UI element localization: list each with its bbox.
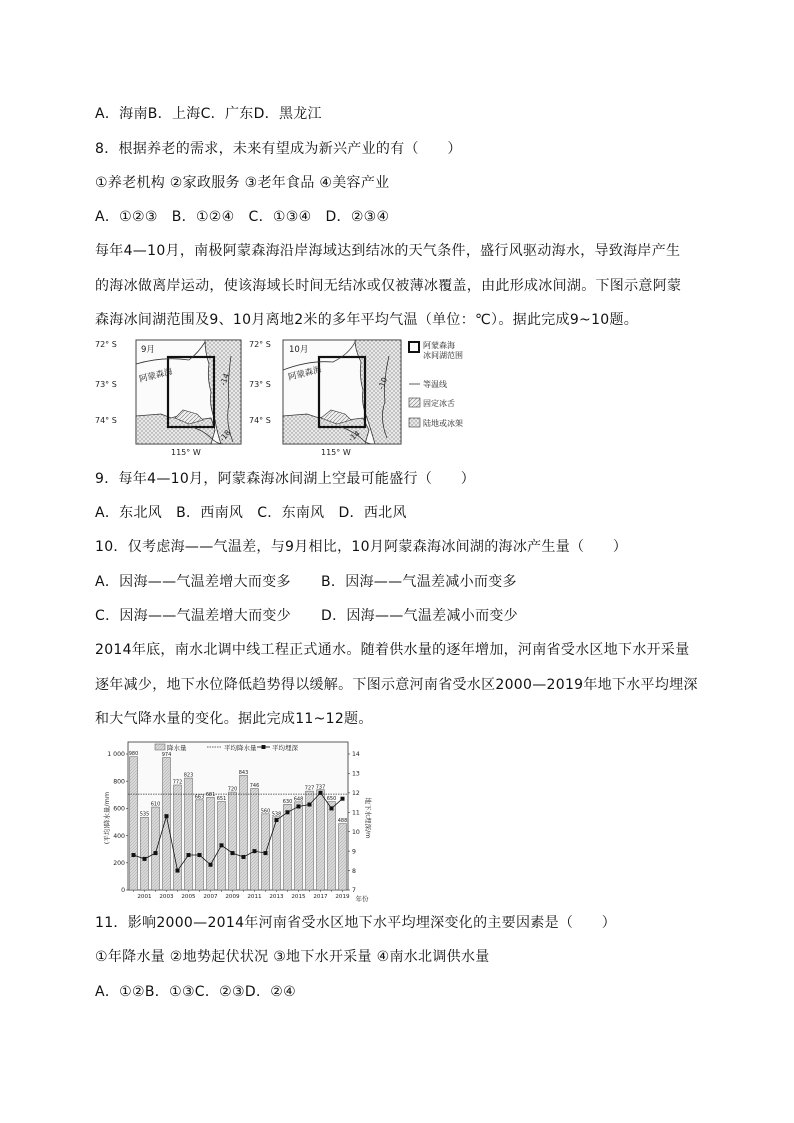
y-tick-label: 600 — [113, 805, 125, 813]
q9-option-b: B．西南风 — [176, 505, 244, 521]
y2-tick-label: 13 — [352, 770, 360, 778]
precip-bar — [130, 757, 138, 890]
precip-bar — [196, 800, 204, 890]
y2-tick-label: 10 — [352, 828, 360, 836]
x-tick-label: 2017 — [313, 894, 328, 900]
precip-bar — [185, 778, 193, 890]
depth-point — [242, 855, 246, 859]
precip-bar — [295, 802, 303, 890]
y2-tick-label: 9 — [352, 848, 356, 856]
y-tick-label: 200 — [113, 860, 125, 867]
q9-option-c: C．东南风 — [257, 505, 325, 521]
y2-tick-label: 7 — [352, 887, 356, 895]
precip-bar — [152, 807, 160, 890]
precip-bar — [240, 775, 248, 890]
x-tick-label: 2019 — [335, 894, 350, 900]
q10-option-d: D．因海——气温差减小而变少 — [321, 608, 518, 624]
precip-bar-label: 681 — [205, 791, 216, 798]
lat-label: 73° S — [249, 380, 271, 389]
precip-bar-label: 663 — [194, 794, 205, 801]
passage-9-10-line-1: 每年4—10月，南极阿蒙森海沿岸海域达到结冰的天气条件，盛行风驱动海水，导致海岸产生 — [95, 243, 681, 259]
map-september — [95, 340, 241, 456]
precip-bar-label: 630 — [282, 798, 293, 805]
precip-bar-label: 720 — [227, 786, 238, 793]
q9-options — [95, 503, 421, 523]
precip-bar — [174, 785, 182, 890]
precip-bar-label: 610 — [150, 801, 161, 808]
precip-bar-label: 746 — [249, 783, 260, 790]
precip-bar-label: 535 — [139, 811, 150, 818]
q10-options-row-1 — [95, 572, 517, 592]
map2-isotherm-a: -10 — [376, 376, 390, 391]
q10-option-b: B．因海——气温差减小而变多 — [321, 574, 517, 590]
legend-land-swatch — [409, 418, 420, 427]
precip-bar-label: 980 — [128, 751, 139, 758]
precip-bar-label: 651 — [216, 795, 227, 802]
q9-stem: 9．每年4—10月，阿蒙森海冰间湖上空最可能盛行（ ） — [95, 471, 476, 487]
legend-ice-tongue-swatch — [409, 398, 420, 407]
plot-area — [128, 742, 348, 890]
legend-mean-label: 平均降水量 — [224, 744, 257, 752]
map2-isotherm-b: -14 — [346, 428, 362, 444]
lon-label: 115° W — [321, 448, 351, 456]
q9-option-a: A．东北风 — [95, 505, 163, 521]
y2-tick-label: 14 — [352, 751, 360, 759]
q8-stem: 8．根据养老的需求，未来有望成为新兴产业的有（ ） — [95, 141, 462, 157]
precip-bar — [339, 824, 347, 890]
legend-lake-swatch — [409, 342, 419, 352]
q8-option-a: A．①②③ — [95, 209, 158, 225]
groundwater-precipitation-chart — [100, 738, 375, 906]
precip-bar-label: 650 — [326, 796, 337, 803]
q8-option-d: D．②③④ — [325, 209, 390, 225]
precip-bar — [229, 792, 237, 890]
q11-option-d: D．②④ — [244, 984, 296, 1000]
passage-11-12-line-1: 2014年底，南水北调中线工程正式通水。随着供水量的逐年增加，河南省受水区地下水开采量 — [95, 642, 690, 658]
q8-options — [95, 207, 403, 227]
y2-tick-label: 11 — [352, 809, 360, 817]
q11-stem: 11．影响2000—2014年河南省受水区地下水平均埋深变化的主要因素是（ ） — [95, 915, 617, 931]
depth-point — [165, 814, 169, 818]
q9-option-d: D．西北风 — [338, 505, 407, 521]
q8-option-b: B．①②④ — [171, 209, 235, 225]
x-tick-label: 2003 — [159, 894, 174, 900]
precip-bar-label: 974 — [161, 752, 172, 759]
precip-bar-label: 772 — [172, 779, 183, 786]
passage-9-10-line-3: 森海冰间湖范围及9、10月离地2米的多年平均气温（单位：℃）。据此完成9~10题。 — [95, 312, 639, 328]
x-axis-title: 年份 — [355, 895, 369, 903]
precip-bar-label: 823 — [183, 772, 194, 779]
q7-option-d: D．黑龙江 — [253, 106, 322, 122]
precip-bar-label: 648 — [293, 796, 304, 803]
q7-option-c: C．广东 — [200, 106, 254, 122]
map2-sea-label: 阿蒙森海 — [287, 364, 323, 383]
q11-option-a: A．①② — [95, 984, 145, 1000]
y2-tick-label: 12 — [352, 790, 360, 798]
precip-bar-label: 843 — [238, 769, 249, 776]
y-tick-label: 800 — [113, 778, 125, 786]
q8-items: ①养老机构 ②家政服务 ③老年食品 ④美容产业 — [95, 175, 390, 191]
map1-isotherm-b: -18 — [217, 428, 233, 444]
precip-bar-label: 538 — [271, 811, 282, 818]
x-tick-label: 2015 — [291, 894, 306, 900]
x-tick-label: 2005 — [181, 894, 196, 900]
lat-label: 72° S — [95, 340, 117, 349]
x-tick-label: 2013 — [269, 894, 284, 900]
legend-land-label: 陆地或冰架 — [423, 419, 463, 428]
depth-point — [264, 851, 268, 855]
depth-point — [154, 851, 158, 855]
x-tick-label: 2009 — [225, 894, 240, 900]
precip-bar — [328, 802, 336, 890]
q11-option-c: C．②③ — [194, 984, 245, 1000]
depth-point — [132, 853, 136, 857]
lon-label: 115° W — [171, 448, 201, 456]
depth-point — [231, 851, 235, 855]
depth-point — [330, 806, 334, 810]
depth-point — [187, 853, 191, 857]
y-tick-label: 0 — [121, 887, 125, 895]
y-tick-label: 1 000 — [107, 751, 125, 759]
map-october — [249, 340, 401, 456]
map2-month: 10月 — [289, 345, 309, 355]
precip-bar-label: 727 — [304, 785, 315, 792]
depth-point — [308, 803, 312, 807]
depth-point — [220, 843, 224, 847]
depth-point — [253, 849, 257, 853]
precip-bar-label: 737 — [315, 784, 326, 791]
q11-option-b: B．①③ — [144, 984, 195, 1000]
legend-lake-label: 阿蒙森海冰间湖范围 — [423, 341, 463, 360]
x-tick-label: 2007 — [203, 894, 218, 900]
q7-option-a: A．海南 — [95, 106, 148, 122]
depth-point — [143, 857, 147, 861]
y2-axis-title: 地下水埋深/m — [364, 797, 372, 839]
map-legend — [409, 340, 463, 428]
precip-bar — [284, 804, 292, 890]
depth-point — [198, 853, 202, 857]
depth-point — [209, 863, 213, 867]
legend-depth-marker — [262, 745, 266, 749]
q10-option-a: A．因海——气温差增大而变多 — [95, 574, 291, 590]
y2-tick-label: 8 — [352, 867, 356, 875]
passage-9-10-line-2: 的海冰做离岸运动，使该海域长时间无结冰或仅被薄冰覆盖，由此形成冰间湖。下图示意阿蒙 — [95, 278, 682, 294]
q11-items: ①年降水量 ②地势起伏状况 ③地下水开采量 ④南水北调供水量 — [95, 949, 490, 965]
depth-point — [286, 810, 290, 814]
x-tick-label: 2001 — [137, 894, 152, 900]
precip-bar-label: 560 — [260, 808, 271, 815]
lat-label: 74° S — [95, 416, 117, 425]
depth-point — [176, 869, 180, 873]
precip-bar-label: 488 — [337, 818, 348, 825]
q10-option-c: C．因海——气温差增大而变少 — [95, 608, 291, 624]
lat-label: 72° S — [249, 340, 271, 349]
depth-point — [319, 791, 323, 795]
legend-ice-tongue-label: 固定冰舌 — [423, 399, 455, 408]
y-axis-title: (平均)降水量/mm — [103, 791, 111, 845]
q11-options — [95, 982, 296, 1002]
precip-bar — [251, 789, 259, 890]
y-tick-label: 400 — [113, 832, 125, 840]
legend-isotherm-label: 等温线 — [423, 380, 447, 389]
precip-bar — [317, 790, 325, 890]
legend-precip-label: 降水量 — [167, 744, 187, 752]
lat-label: 73° S — [95, 380, 117, 389]
depth-point — [297, 804, 301, 808]
passage-11-12-line-3: 和大气降水量的变化。据此完成11~12题。 — [95, 711, 373, 727]
amundsen-map-figure — [93, 334, 483, 456]
map1-sea-label: 阿蒙森海 — [138, 366, 174, 385]
q10-stem: 10．仅考虑海——气温差，与9月相比，10月阿蒙森海冰间湖的海冰产生量（ ） — [95, 539, 628, 555]
depth-point — [275, 818, 279, 822]
map1-month: 9月 — [141, 345, 155, 355]
legend-bar-swatch — [155, 744, 165, 750]
passage-11-12-line-2: 逐年减少，地下水位降低趋势得以缓解。下图示意河南省受水区2000—2019年地下水平均埋深 — [95, 677, 698, 693]
q7-option-b: B．上海 — [147, 106, 201, 122]
legend-depth-label: 平均埋深 — [272, 744, 298, 752]
precip-bar — [163, 758, 171, 890]
q7-options — [95, 104, 322, 124]
q8-option-c: C．①③④ — [248, 209, 312, 225]
x-tick-label: 2011 — [247, 894, 262, 900]
lat-label: 74° S — [249, 416, 271, 425]
depth-point — [341, 797, 345, 801]
map1-isotherm-a: -14 — [218, 372, 232, 387]
precip-bar — [207, 797, 215, 890]
precip-bar — [141, 817, 149, 890]
q10-options-row-2 — [95, 606, 518, 626]
